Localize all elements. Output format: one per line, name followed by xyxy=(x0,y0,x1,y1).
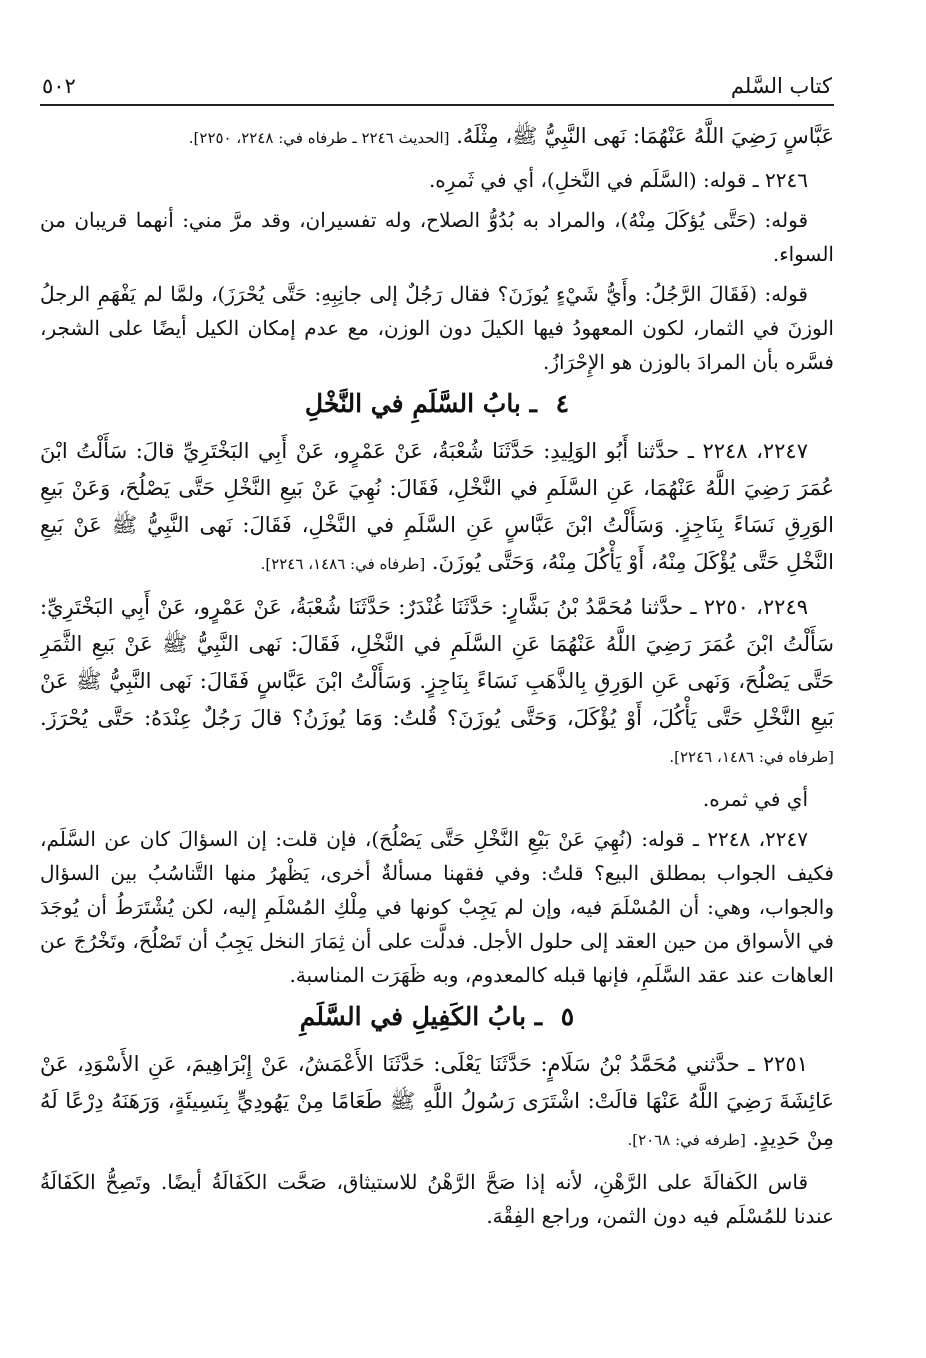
chapter-heading xyxy=(40,998,834,1036)
hadith-paragraph xyxy=(40,433,834,583)
cross-reference: [طرفه في: ٢٠٦٨]. xyxy=(627,1131,746,1149)
commentary-paragraph: قاس الكَفالَةَ على الرَّهْنِ، لأنه إذا صَحَّ الرَّهْنُ للاستيثاق، صَحَّت الكَفَالَةُ أيضًا. وتَصِحُّ الكَفَالَةُ عندنا للمُسْلَم فيه دون الثمن، وراجع الفِقْهَ. xyxy=(40,1170,834,1228)
hadith-text: ٢٢٤٧، ٢٢٤٨ ـ حدَّثنا أَبُو الوَلِيدِ: حَدَّثَنَا شُعْبَةُ، عَنْ عَمْرٍو، عَنْ أَبِي البَخْتَرِيِّ قالَ: سَأَلْتُ ابْنَ عُمَرَ رَضِيَ اللَّهُ عَنْهُمَا، عَنِ السَّلَمِ في النَّخْلِ، فَقَالَ: نُهِيَ عَنْ بَيعِ النَّخْلِ حَتَّى يَصْلُحَ، وَعَنْ بَيعِ الوَرِقِ نَسَاءً بِنَاجِزٍ. وَسَأَلْتُ ابْنَ عَبَّاسٍ عَنِ السَّلَمِ في النَّخْلِ، فَقَالَ: نَهى النَّبِيُّ ﷺ عَنْ بَيعِ النَّخْلِ حَتَّى يُؤْكَلَ مِنْهُ، أَوْ يَأْكُلَ مِنْهُ، وَحَتَّى يُوزَنَ. xyxy=(40,439,834,574)
commentary-paragraph: قوله: (حَتَّى يُؤكَلَ مِنْهُ)، والمراد به بُدُوُّ الصلاح، وله تفسيران، وقد مرَّ مني: أنهما قريبان من السواء. xyxy=(40,208,834,266)
page-number: ٥٠٢ xyxy=(42,74,76,98)
commentary-paragraph: أي في ثمره. xyxy=(702,787,808,811)
chapter-number: ٤ xyxy=(555,389,570,418)
hadith-paragraph xyxy=(40,1046,834,1159)
cross-reference: [طرفاه في: ١٤٨٦، ٢٢٤٦]. xyxy=(669,748,834,766)
hadith-paragraph xyxy=(40,589,834,776)
commentary-paragraph: ٢٢٤٧، ٢٢٤٨ ـ قوله: (نُهِيَ عَنْ بَيْعِ النَّخْلِ حَتَّى يَصْلُحَ)، فإن قلت: إن السؤالَ كان عن السَّلَم، فكيف الجواب بمطلق البيع؟ قلتُ: وفي فقهنا مسألةٌ أخرى، يَظْهرُ منها التَّناسُبُ بين السؤال والجواب، وهي: أن المُسْلَمَ فيه، وإن لم يَجِبْ كونها في مِلْكِ المُسْلَمِ إليه، لكن يُشْتَرَطُ أن يُوجَدَ في الأسواق من حين العقد إلى حلول الأجل. فدلَّت على أن ثِمَارَ النخل يَجِبُ أن تَصْلُحَ، وتَخْرُجَ عن العاهات عند عقد السَّلَمِ، فإنها قبله كالمعدوم، وبه ظَهَرَت المناسبة. xyxy=(40,827,834,987)
cross-reference: [طرفاه في: ١٤٨٦، ٢٢٤٦]. xyxy=(260,555,426,573)
page-header xyxy=(40,60,834,102)
commentary-paragraph: قوله: (فَقَالَ الرَّجُلُ: وأَيُّ شَيْءٍ يُوزَنَ؟ فقال رَجُلٌ إلى جانِبِهِ: حَتَّى يُحْرَزَ)، ولمَّا لم يَفْهَمِ الرجلُ الوزنَ في الثمار، لكون المعهودُ فيها الكيلَ دون الوزن، مع عدم إمكان الكيل أيضًا على الشجر، فسَّره بأن المرادَ بالوزن هو الإِحْرَازُ. xyxy=(40,282,834,374)
chapter-title: ـ بابُ الكَفِيلِ في السَّلَمِ xyxy=(299,1002,543,1031)
header-rule xyxy=(40,104,834,106)
chapter-number: ٥ xyxy=(560,1002,575,1031)
book-page xyxy=(40,60,834,1320)
commentary-paragraph: ٢٢٤٦ ـ قوله: (السَّلَم في النَّخلِ)، أي في ثَمرِه. xyxy=(428,168,808,192)
chapter-heading xyxy=(40,385,834,423)
chapter-title: ـ بابُ السَّلَمِ في النَّخْلِ xyxy=(304,389,537,418)
hadith-text: ٢٢٥١ ـ حدَّثني مُحَمَّدُ بْنُ سَلَامٍ: حَدَّثَنَا يَعْلَى: حَدَّثَنَا الأَعْمَشُ، عَنْ إِبْرَاهِيمَ، عَنِ الأَسْوَدِ، عَنْ عَائِشَةَ رَضِيَ اللَّهُ عَنْهَا قالَتْ: اشْتَرَى رَسُولُ اللَّهِ ﷺ طَعَامًا مِنْ يَهُودِيٍّ بِنَسِيئَةٍ، وَرَهَنَهُ دِرْعًا لَهُ مِنْ حَدِيدٍ. xyxy=(40,1052,834,1150)
hadith-text: ٢٢٤٩، ٢٢٥٠ ـ حدَّثنا مُحَمَّدُ بْنُ بَشَّارٍ: حَدَّثَنَا غُنْدَرٌ: حَدَّثَنَا شُعْبَةُ، عَنْ عَمْرٍو، عَنْ أَبِي البَخْتَرِيِّ: سَأَلْتُ ابْنَ عُمَرَ رَضِيَ اللَّهُ عَنْهُمَا عَنِ السَّلَمِ في النَّخْلِ، فَقَالَ: نَهى النَّبِيُّ ﷺ عَنْ بَيعِ الثَّمَرِ حَتَّى يَصْلُحَ، وَنَهى عَنِ الوَرِقِ بِالذَّهَبِ نَسَاءً بِنَاجِزٍ. وَسَأَلْتُ ابْنَ عَبَّاسٍ فَقَالَ: نَهى النَّبِيُّ ﷺ عَنْ بَيعِ النَّخْلِ حَتَّى يَأْكُلَ، أَوْ يُؤْكَلَ، وَحَتَّى يُوزَنَ؟ قُلتُ: وَمَا يُوزَنُ؟ قالَ رَجُلٌ عِنْدَهُ: حَتَّى يُحْرَزَ. xyxy=(40,595,834,730)
hadith-continuation xyxy=(40,118,834,157)
hadith-text: عَبَّاسٍ رَضِيَ اللَّهُ عَنْهُمَا: نَهى النَّبِيُّ ﷺ، مِثْلَهُ. xyxy=(456,124,834,148)
book-title: كتاب السَّلم xyxy=(730,74,832,98)
cross-reference: [الحديث ٢٢٤٦ ـ طرفاه في: ٢٢٤٨، ٢٢٥٠]. xyxy=(188,129,450,147)
